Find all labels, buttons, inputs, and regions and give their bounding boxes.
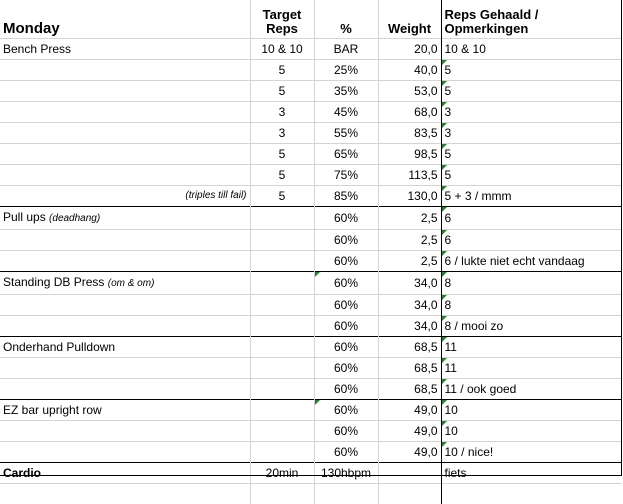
remark-cell[interactable]: 8 <box>441 272 622 295</box>
target-reps-cell[interactable]: 5 <box>250 81 314 102</box>
weight-cell[interactable]: 68,5 <box>378 379 441 400</box>
exercise-cell[interactable] <box>0 165 250 186</box>
target-reps-cell[interactable]: 10 & 10 <box>250 39 314 60</box>
target-reps-cell[interactable] <box>250 207 314 230</box>
percent-cell[interactable]: 60% <box>314 400 378 421</box>
table-row <box>0 123 622 144</box>
target-reps-cell[interactable] <box>250 421 314 442</box>
weight-header[interactable]: Weight <box>378 0 441 39</box>
exercise-cell[interactable] <box>0 230 250 251</box>
exercise-cell[interactable] <box>0 60 250 81</box>
target-reps-cell[interactable]: 3 <box>250 123 314 144</box>
target-reps-cell[interactable] <box>250 358 314 379</box>
table-row <box>0 421 622 442</box>
table-row <box>0 60 622 81</box>
remark-cell[interactable]: 10 & 10 <box>441 39 622 60</box>
target-reps-cell[interactable] <box>250 272 314 295</box>
table-row <box>0 207 622 230</box>
table-row <box>0 379 622 400</box>
target-reps-cell[interactable] <box>250 484 314 504</box>
exercise-cell[interactable] <box>0 272 250 295</box>
table-row <box>0 295 622 316</box>
percent-cell[interactable]: BAR <box>314 39 378 60</box>
exercise-cell[interactable] <box>0 123 250 144</box>
table-row <box>0 272 622 295</box>
target-reps-header[interactable]: Target Reps <box>250 0 314 39</box>
remark-cell[interactable]: 5 <box>441 144 622 165</box>
remark-cell[interactable]: 8 / mooi zo <box>441 316 622 337</box>
remark-cell[interactable]: 5 <box>441 165 622 186</box>
percent-header[interactable]: % <box>314 0 378 39</box>
remark-cell[interactable]: fiets <box>441 463 622 484</box>
weight-cell[interactable]: 113,5 <box>378 165 441 186</box>
percent-cell[interactable]: 35% <box>314 81 378 102</box>
exercise-cell[interactable] <box>0 379 250 400</box>
table-row <box>0 358 622 379</box>
table-row <box>0 400 622 421</box>
exercise-note: (om & om) <box>108 278 155 289</box>
exercise-cell[interactable] <box>0 186 250 207</box>
percent-cell[interactable]: 60% <box>314 230 378 251</box>
percent-cell[interactable]: 60% <box>314 358 378 379</box>
exercise-cell[interactable] <box>0 39 250 60</box>
percent-cell[interactable]: 65% <box>314 144 378 165</box>
target-reps-cell[interactable]: 20min <box>250 463 314 484</box>
remark-cell[interactable]: 11 <box>441 358 622 379</box>
percent-cell[interactable]: 60% <box>314 295 378 316</box>
weight-cell[interactable]: 68,0 <box>378 102 441 123</box>
remark-cell[interactable]: 3 <box>441 123 622 144</box>
target-reps-cell[interactable]: 5 <box>250 186 314 207</box>
exercise-cell[interactable] <box>0 358 250 379</box>
percent-cell[interactable]: 60% <box>314 442 378 463</box>
percent-cell[interactable]: 45% <box>314 102 378 123</box>
target-reps-cell[interactable]: 5 <box>250 165 314 186</box>
exercise-cell[interactable] <box>0 484 250 504</box>
percent-cell[interactable]: 60% <box>314 379 378 400</box>
table-row <box>0 484 622 504</box>
weight-cell[interactable] <box>378 484 441 504</box>
target-reps-cell[interactable]: 5 <box>250 60 314 81</box>
weight-cell[interactable]: 53,0 <box>378 81 441 102</box>
weight-cell[interactable]: 34,0 <box>378 272 441 295</box>
weight-cell[interactable]: 49,0 <box>378 400 441 421</box>
exercise-cell[interactable] <box>0 463 250 484</box>
remark-cell[interactable]: 6 / lukte niet echt vandaag <box>441 251 622 272</box>
weight-cell[interactable]: 2,5 <box>378 251 441 272</box>
exercise-name: Bench Press <box>3 42 71 56</box>
target-reps-cell[interactable] <box>250 379 314 400</box>
remark-cell[interactable]: 5 + 3 / mmm <box>441 186 622 207</box>
remark-cell[interactable]: 6 <box>441 207 622 230</box>
remark-cell[interactable]: 6 <box>441 230 622 251</box>
table-row <box>0 165 622 186</box>
exercise-cell[interactable] <box>0 316 250 337</box>
percent-cell[interactable]: 60% <box>314 251 378 272</box>
exercise-cell[interactable] <box>0 295 250 316</box>
weight-cell[interactable]: 68,5 <box>378 358 441 379</box>
weight-cell[interactable] <box>378 463 441 484</box>
exercise-name: Cardio <box>3 466 41 480</box>
remark-cell[interactable]: 5 <box>441 60 622 81</box>
remark-cell[interactable] <box>441 484 622 504</box>
target-reps-cell[interactable] <box>250 230 314 251</box>
table-row <box>0 102 622 123</box>
table-row <box>0 186 622 207</box>
percent-cell[interactable] <box>314 484 378 504</box>
exercise-cell[interactable] <box>0 421 250 442</box>
exercise-name: Pull ups <box>3 210 46 224</box>
weight-cell[interactable]: 2,5 <box>378 230 441 251</box>
remark-cell[interactable]: 3 <box>441 102 622 123</box>
remark-cell[interactable]: 11 <box>441 337 622 358</box>
exercise-cell[interactable] <box>0 442 250 463</box>
remark-cell[interactable]: 8 <box>441 295 622 316</box>
weight-cell[interactable]: 2,5 <box>378 207 441 230</box>
percent-cell[interactable]: 130hbpm <box>314 463 378 484</box>
exercise-name: EZ bar upright row <box>3 403 102 417</box>
table-row <box>0 316 622 337</box>
exercise-cell[interactable] <box>0 337 250 358</box>
exercise-note: (triples till fail) <box>3 186 247 206</box>
exercise-cell[interactable] <box>0 400 250 421</box>
target-reps-cell[interactable] <box>250 316 314 337</box>
weight-cell[interactable]: 49,0 <box>378 421 441 442</box>
day-header[interactable]: Monday <box>0 0 250 39</box>
remark-cell[interactable]: 5 <box>441 81 622 102</box>
table-row <box>0 251 622 272</box>
weight-cell[interactable]: 130,0 <box>378 186 441 207</box>
weight-cell[interactable]: 68,5 <box>378 337 441 358</box>
table-row <box>0 463 622 484</box>
table-row <box>0 81 622 102</box>
percent-cell[interactable]: 75% <box>314 165 378 186</box>
exercise-name: Onderhand Pulldown <box>3 340 115 354</box>
table-row <box>0 230 622 251</box>
table-row <box>0 39 622 60</box>
target-reps-cell[interactable] <box>250 442 314 463</box>
weight-cell[interactable]: 83,5 <box>378 123 441 144</box>
target-reps-cell[interactable] <box>250 295 314 316</box>
exercise-cell[interactable] <box>0 102 250 123</box>
exercise-cell[interactable] <box>0 144 250 165</box>
target-reps-cell[interactable] <box>250 337 314 358</box>
table-row <box>0 442 622 463</box>
remark-cell[interactable]: 10 <box>441 421 622 442</box>
weight-cell[interactable]: 34,0 <box>378 295 441 316</box>
exercise-cell[interactable] <box>0 251 250 272</box>
percent-cell[interactable]: 85% <box>314 186 378 207</box>
remark-cell[interactable]: 10 / nice! <box>441 442 622 463</box>
weight-cell[interactable]: 40,0 <box>378 60 441 81</box>
remarks-header[interactable]: Reps Gehaald / Opmerkingen <box>441 0 622 39</box>
percent-cell[interactable]: 55% <box>314 123 378 144</box>
remark-cell[interactable]: 10 <box>441 400 622 421</box>
weight-cell[interactable]: 98,5 <box>378 144 441 165</box>
weight-cell[interactable]: 49,0 <box>378 442 441 463</box>
exercise-name: Standing DB Press <box>3 275 104 289</box>
weight-cell[interactable]: 20,0 <box>378 39 441 60</box>
table-row <box>0 337 622 358</box>
percent-cell[interactable]: 60% <box>314 421 378 442</box>
percent-cell[interactable]: 60% <box>314 337 378 358</box>
percent-cell[interactable]: 60% <box>314 316 378 337</box>
percent-cell[interactable]: 25% <box>314 60 378 81</box>
table-row <box>0 144 622 165</box>
weight-cell[interactable]: 34,0 <box>378 316 441 337</box>
target-reps-cell[interactable]: 3 <box>250 102 314 123</box>
target-reps-cell[interactable] <box>250 400 314 421</box>
exercise-cell[interactable] <box>0 81 250 102</box>
exercise-cell[interactable] <box>0 207 250 230</box>
remark-cell[interactable]: 11 / ook goed <box>441 379 622 400</box>
target-reps-cell[interactable]: 5 <box>250 144 314 165</box>
percent-cell[interactable]: 60% <box>314 272 378 295</box>
exercise-note: (deadhang) <box>49 213 100 224</box>
percent-cell[interactable]: 60% <box>314 207 378 230</box>
target-reps-cell[interactable] <box>250 251 314 272</box>
header-row <box>0 0 622 39</box>
